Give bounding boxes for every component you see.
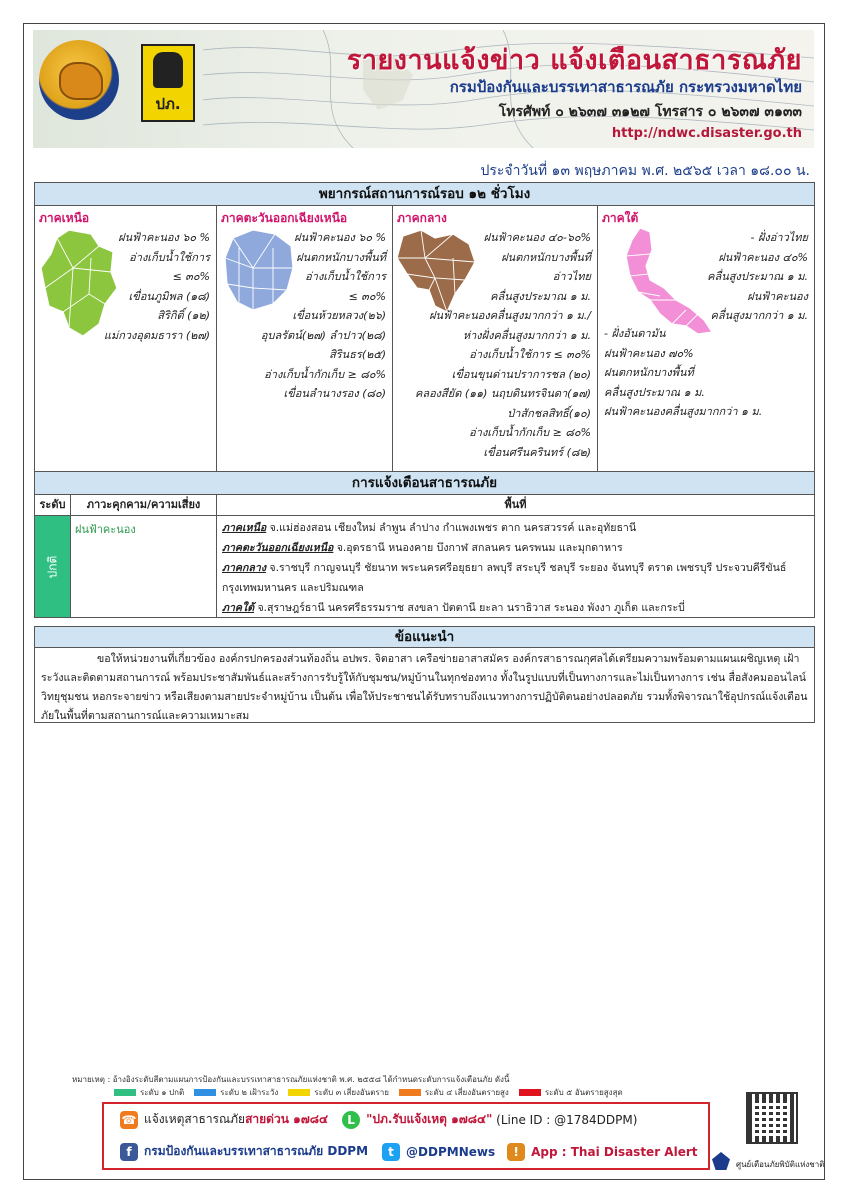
region-name: ภาคตะวันออกเฉียงเหนือ [221, 211, 348, 225]
twitter-link[interactable]: @DDPMNews [406, 1144, 496, 1159]
website-link[interactable]: http://ndwc.disaster.go.th [611, 126, 802, 141]
legend-swatch [519, 1089, 541, 1096]
logo-text: ปภ. [155, 95, 181, 113]
south-map-icon [620, 226, 716, 336]
region-forecast-text: ฝนฟ้าคะนอง ๖๐ % อ่างเก็บน้ำใช้การ ≤ ๓๐% เขื่อนภูมิพล (๑๘) สิริกิติ์ (๑๒) แม่กวงอุดมธารา (๒๗) [103, 231, 210, 342]
ndwc-logo [712, 1152, 730, 1170]
app-icon: ! [507, 1143, 525, 1161]
app-link[interactable]: App : Thai Disaster Alert [531, 1144, 698, 1159]
report-page [23, 23, 825, 1180]
report-title: รายงานแจ้งข่าว แจ้งเตือนสาธารณภัย [346, 45, 802, 76]
contact-phone: โทรศัพท์ ๐ ๒๖๓๗ ๓๑๒๗ โทรสาร ๐ ๒๖๓๗ ๓๑๓๓ [498, 104, 802, 120]
area-south: ภาคใต้ จ.สุราษฎร์ธานี นครศรีธรรมราช สงขลา ปัตตานี ยะลา นราธิวาส ระนอง พังงา ภูเก็ต และกระบี่ [222, 602, 685, 614]
legend-item: ระดับ ๒ เฝ้าระวัง [194, 1086, 278, 1099]
warning-areas [217, 516, 814, 617]
line-icon: L [342, 1111, 360, 1129]
advice-text: ขอให้หน่วยงานที่เกี่ยวข้อง องค์กรปกครองส่วนท้องถิ่น อปพร. จิตอาสา เครือข่ายอาสาสมัคร องค์กรสาธารณกุศลได้เตรียมความพร้อมตามแผนเผชิญเหตุ เฝ้าระวังและติดตามสถานการณ์ พร้อมประชาสัมพันธ์และสร้างการรับรู้ให้กับชุมชน/หมู่บ้านในทุกช่องทาง ทั้งในรูปแบบที่เป็นทางการและไม่เป็นทางการ เช่น สื่อสังคมออนไลน์ วิทยุชุมชน หอกระจายข่าว หรือเสียงตามสายประจำหมู่บ้าน เป็นต้น เพื่อให้ประชาชนได้รับทราบถึงแนวทางการปฏิบัติตนอย่างปลอดภัย รวมทั้งพิจารณาใช้อุปกรณ์แจ้งเตือนภัยในพื้นที่ตามสถานการณ์และความเหมาะสม [41, 653, 808, 722]
warning-table-row [35, 516, 814, 617]
legend-swatch [194, 1089, 216, 1096]
warning-hazard: ฝนฟ้าคะนอง [71, 516, 217, 617]
footer-note: หมายเหตุ : อ้างอิงระดับสีตามแผนการป้องกันและบรรเทาสาธารณภัยแห่งชาติ พ.ศ. ๒๕๕๘ ได้กำหนดระดับการแจ้งเตือนภัย ดังนี้ [72, 1075, 510, 1084]
facebook-link[interactable]: กรมป้องกันและบรรเทาสาธารณภัย DDPM [144, 1144, 369, 1158]
region-name: ภาคใต้ [602, 211, 639, 225]
hand-icon [153, 52, 183, 88]
ddpm-emblem-logo [39, 40, 119, 120]
legend-item: ระดับ ๕ อันตรายสูงสุด [519, 1086, 623, 1099]
forecast-title: พยากรณ์สถานการณ์รอบ ๑๒ ชั่วโมง [35, 183, 814, 206]
region-northeast [217, 206, 393, 471]
warning-table-header [35, 495, 814, 516]
area-north: ภาคเหนือ จ.แม่ฮ่องสอน เชียงใหม่ ลำพูน ลำปาง กำแพงเพชร ตาก นครสวรรค์ และอุทัยธานี [222, 522, 637, 534]
legend-swatch [399, 1089, 421, 1096]
region-name: ภาคเหนือ [39, 211, 90, 225]
hotline-number[interactable]: สายด่วน ๑๗๘๔ [245, 1112, 329, 1126]
region-forecast-text: ฝนฟ้าคะนอง ๔๐-๖๐% ฝนตกหนักบางพื้นที่ อ่าวไทย คลื่นสูงประมาณ ๑ ม. ฝนฟ้าคะนองคลื่นสูงมากกว่า ๑ ม./ ห่างฝั่งคลื่นสูงมากกว่า ๑ ม. อ่างเก็บน้ำใช้การ ≤ ๓๐% เขื่อนขุนด่านปราการชล (๒๐) คลองสียัด (๑๑) นฤบดินทรจินดา(๑๗) ป่าสักชลสิทธิ์(๑๐) อ่างเก็บน้ำกักเก็บ ≥ ๘๐% เขื่อนศรีนครินทร์ (๘๒) [414, 231, 591, 459]
social-row [120, 1142, 697, 1161]
ddpm-hand-logo [141, 44, 195, 122]
line-account[interactable]: "ปภ.รับแจ้งเหตุ ๑๗๘๔" [366, 1112, 493, 1126]
region-south [598, 206, 814, 471]
report-date: ประจำวันที่ ๑๓ พฤษภาคม พ.ศ. ๒๕๖๕ เวลา ๑๘.๐๐ น. [480, 163, 810, 179]
south-andaman-forecast-text: - ฝั่งอันดามัน ฝนฟ้าคะนอง ๗๐% ฝนตกหนักบางพื้นที่ คลื่นสูงประมาณ ๑ ม. ฝนฟ้าคะนองคลื่นสูงมากกว่า ๑ ม. [604, 327, 763, 418]
legend-swatch [288, 1089, 310, 1096]
area-northeast: ภาคตะวันออกเฉียงเหนือ จ.อุดรธานี หนองคาย บึงกาฬ สกลนคร นครพนม และมุกดาหาร [222, 542, 623, 554]
advice-section [34, 626, 815, 723]
contact-box [102, 1102, 710, 1170]
forecast-section [34, 182, 815, 472]
legend-item: ระดับ ๑ ปกติ [114, 1086, 184, 1099]
advice-title: ข้อแนะนำ [35, 627, 814, 648]
south-gulf-forecast-text: - ฝั่งอ่าวไทย ฝนฟ้าคะนอง ๔๐% คลื่นสูงประมาณ ๑ ม. ฝนฟ้าคะนอง คลื่นสูงมากกว่า ๑ ม. [707, 231, 808, 322]
qr-code[interactable] [746, 1092, 798, 1144]
twitter-icon: t [382, 1143, 400, 1161]
region-central [393, 206, 598, 471]
region-north [35, 206, 217, 471]
department-name: กรมป้องกันและบรรเทาสาธารณภัย กระทรวงมหาดไทย [449, 78, 802, 96]
facebook-icon: f [120, 1143, 138, 1161]
phone-icon: ☎ [121, 1112, 137, 1127]
region-name: ภาคกลาง [397, 211, 447, 225]
region-forecast-text: ฝนฟ้าคะนอง ๖๐ % ฝนตกหนักบางพื้นที่ อ่างเก็บน้ำใช้การ ≤ ๓๐% เขื่อนห้วยหลวง(๒๖) อุบลรัตน์(๒๗) ลำปาว(๒๘) สิรินธร(๒๕) อ่างเก็บน้ำกักเก็บ ≥ ๘๐% เขื่อนลำนางรอง (๘๐) [260, 231, 386, 400]
warning-level-badge: ปกติ [35, 516, 71, 617]
col-level-header: ระดับ [35, 495, 71, 515]
alert-level-legend [114, 1086, 623, 1099]
report-footer [24, 1070, 826, 1181]
area-central: ภาคกลาง จ.ราชบุรี กาญจนบุรี ชัยนาท พระนครศรีอยุธยา ลพบุรี สระบุรี ชลบุรี ระยอง จันทบุรี ตราด เพชรบุรี ประจวบคีรีขันธ์ กรุงเทพมหานคร และปริมณฑล [222, 562, 787, 594]
hotline-row: ☎ แจ้งเหตุสาธารณภัย สายด่วน ๑๗๘๔ L "ปภ.รับแจ้งเหตุ ๑๗๘๔" (Line ID : @1784DDPM) [120, 1110, 637, 1129]
legend-item: ระดับ ๔ เสี่ยงอันตรายสูง [399, 1086, 509, 1099]
legend-item: ระดับ ๓ เสี่ยงอันตราย [288, 1086, 389, 1099]
col-hazard-header: ภาวะคุกคาม/ความเสี่ยง [71, 495, 217, 515]
report-header [33, 30, 814, 148]
col-area-header: พื้นที่ [504, 498, 527, 511]
ndwc-name: ศูนย์เตือนภัยพิบัติแห่งชาติ [736, 1160, 825, 1169]
warning-title: การแจ้งเตือนสาธารณภัย [35, 472, 814, 495]
legend-swatch [114, 1089, 136, 1096]
warning-section [34, 472, 815, 618]
line-id: (Line ID : @1784DDPM) [496, 1112, 638, 1127]
